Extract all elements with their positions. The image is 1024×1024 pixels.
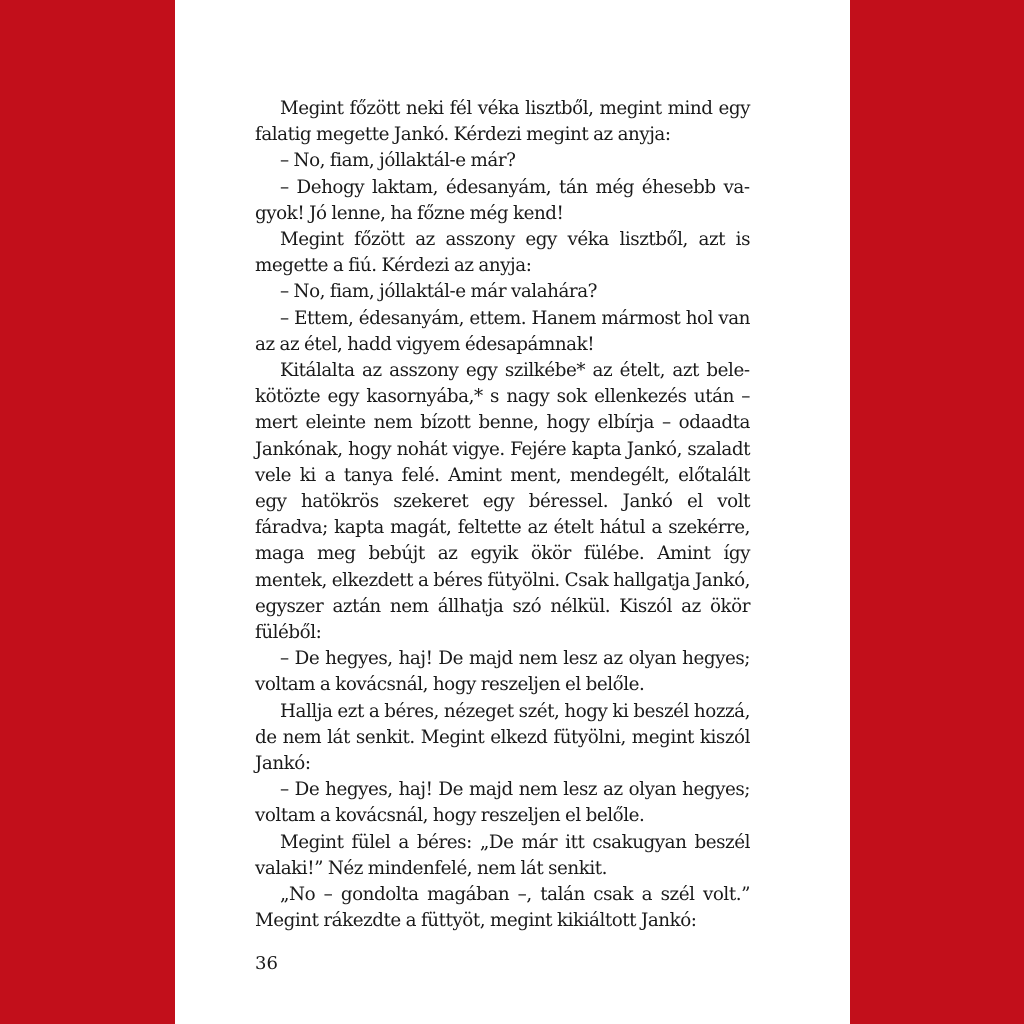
paragraph: Hallja ezt a béres, nézeget szét, hogy ki beszél hozzá, de nem lát senkit. Megint elkezd fütyölni, megint kiszól Jankó: (255, 700, 750, 775)
paragraph: Kitálalta az asszony egy szilkébe* az ételt, azt belekötözte egy kasornyába,* s nagy sok ellenkezés után – mert eleinte nem bízott benne, hogy elbírja – odaadta Jankónak, hogy nohát vigye. Fejére kapta Jankó, szaladt vele ki a tanya felé. Amint ment, mendegélt, előtalált egy hatökrös szekeret egy béressel. Jankó el volt fáradva; kapta magát, feltette az ételt hátul a szekérre, maga meg bebújt az egyik ökör fülébe. Amint így mentek, elkezdett a béres fütyölni. Csak hallgatja Jankó, egyszer aztán nem állhatja szó nélkül. Kiszól az ökör füléből: (255, 360, 750, 644)
paragraph: Megint főzött az asszony egy véka lisztből, azt is megette a fiú. Kérdezi az anyja: (255, 229, 750, 277)
paragraph: – No, fiam, jóllaktál-e már? (280, 150, 516, 172)
paragraph: – Dehogy laktam, édesanyám, tán még éhesebb vagyok! Jó lenne, ha főzne még kend! (255, 176, 750, 224)
page-body-text (255, 96, 750, 935)
paragraph: Megint fülel a béres: „De már itt csakugyan beszél valaki!” Néz mindenfelé, nem lát senkit. (255, 831, 750, 879)
paragraph: „No – gondolta magában –, talán csak a szél volt.” Megint rákezdte a füttyöt, megint kikiáltott Jankó: (255, 884, 750, 932)
page-number: 36 (255, 953, 278, 974)
paragraph: – Ettem, édesanyám, ettem. Hanem mármost hol van az az étel, hadd vigyem édesapámnak! (255, 307, 750, 355)
book-page (175, 0, 850, 1024)
paragraph: Megint főzött neki fél véka lisztből, megint mind egy falatig megette Jankó. Kérdezi megint az anyja: (255, 98, 750, 146)
paragraph: – No, fiam, jóllaktál-e már valahára? (280, 281, 598, 303)
right-red-band (850, 0, 1024, 1024)
paragraph: – De hegyes, haj! De majd nem lesz az olyan hegyes; voltam a kovácsnál, hogy reszeljen el belőle. (255, 648, 750, 696)
left-red-band (0, 0, 175, 1024)
paragraph: – De hegyes, haj! De majd nem lesz az olyan hegyes; voltam a kovácsnál, hogy reszeljen el belőle. (255, 779, 750, 827)
